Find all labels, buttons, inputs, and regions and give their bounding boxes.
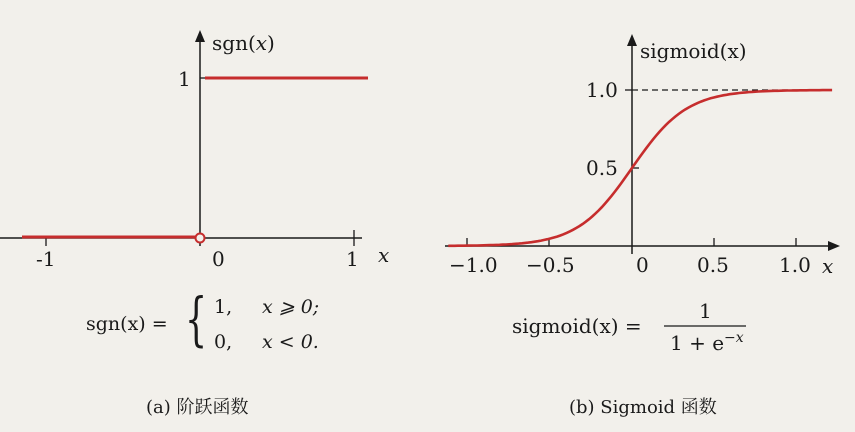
sigmoid-formula-exponent: −x <box>724 330 744 346</box>
sigmoid-x-tick-label-neg1: −1.0 <box>449 253 498 277</box>
step-x-tick-label-1: 1 <box>346 247 359 271</box>
step-plot <box>0 30 389 271</box>
sigmoid-x-tick-label-0: 0 <box>636 253 649 277</box>
sigmoid-formula-numerator: 1 <box>699 299 712 323</box>
sigmoid-y-axis-arrow <box>627 34 637 46</box>
step-formula-case2-value: 0, <box>214 331 233 353</box>
step-formula-lhs: sgn(x) = <box>86 313 168 335</box>
step-x-tick-label-neg1: -1 <box>36 247 56 271</box>
step-formula-case1-condition: x ⩾ 0; <box>262 296 320 318</box>
step-y-tick-label-1: 1 <box>178 67 191 91</box>
step-title: sgn(x) <box>212 31 275 55</box>
step-open-circle <box>196 234 205 243</box>
step-y-axis-arrow <box>195 30 205 42</box>
sigmoid-plot <box>445 34 840 278</box>
sigmoid-x-tick-label-1: 1.0 <box>779 253 811 277</box>
step-formula-case2-condition: x < 0. <box>262 331 319 353</box>
sigmoid-series-line <box>448 90 832 246</box>
sigmoid-formula-denominator: $1 + e^{-x}$ <box>670 330 744 355</box>
sigmoid-y-tick-label-1: 1.0 <box>586 78 618 102</box>
step-x-tick-label-0: 0 <box>212 247 225 271</box>
sigmoid-caption: (b) Sigmoid 函数 <box>569 397 717 418</box>
sigmoid-y-tick-label-05: 0.5 <box>586 156 618 180</box>
step-x-axis-label: x <box>378 243 390 267</box>
step-caption: (a) 阶跃函数 <box>146 397 249 418</box>
sigmoid-x-tick-label-neg05: −0.5 <box>526 253 575 277</box>
sigmoid-formula-lhs: sigmoid(x) = <box>512 314 642 338</box>
step-formula-brace: { <box>185 285 208 353</box>
sigmoid-x-axis-arrow <box>828 241 840 251</box>
sigmoid-title: sigmoid(x) <box>640 39 747 63</box>
sigmoid-x-axis-label: x <box>822 254 834 278</box>
step-formula-case1-value: 1, <box>214 296 233 318</box>
sigmoid-formula <box>512 299 746 355</box>
sigmoid-x-tick-label-05: 0.5 <box>697 253 729 277</box>
